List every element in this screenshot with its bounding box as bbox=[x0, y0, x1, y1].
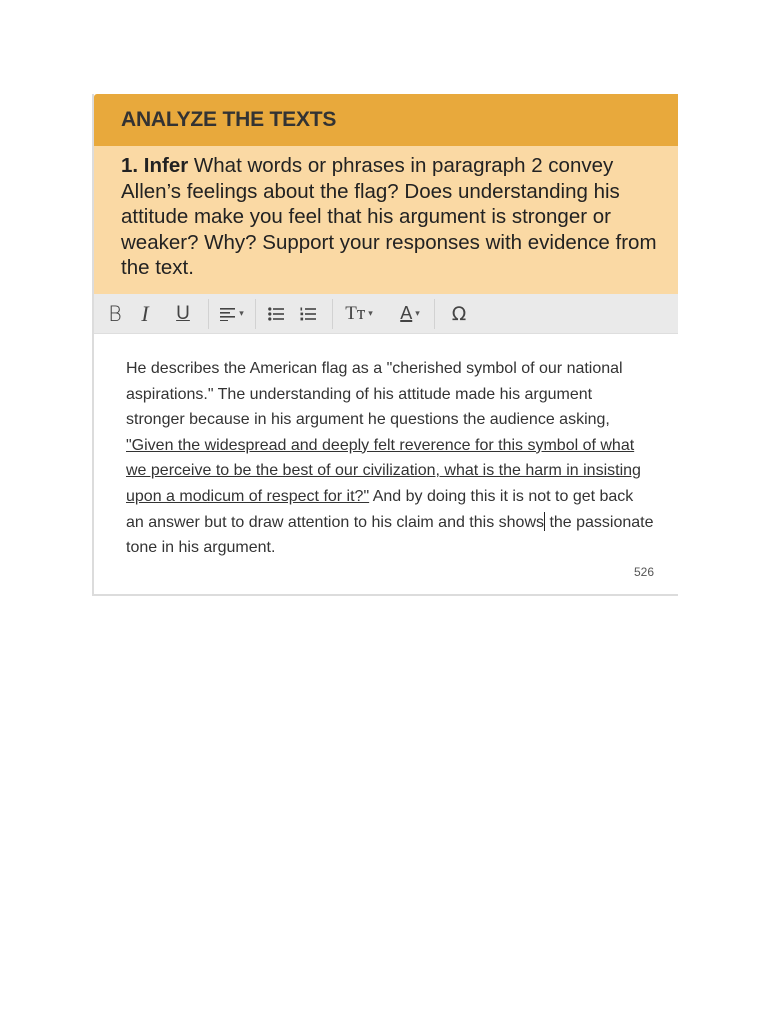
bulleted-list-icon bbox=[268, 307, 284, 321]
section-title: ANALYZE THE TEXTS bbox=[121, 108, 337, 131]
response-text: He describes the American flag as a "cherished symbol of our national aspirations." The understanding of his attitude made his argument stronger because in his argument he questions the audience asking, bbox=[126, 360, 623, 429]
toolbar-divider bbox=[434, 299, 435, 329]
align-dropdown[interactable] bbox=[215, 298, 249, 330]
toolbar-divider bbox=[208, 299, 209, 329]
response-editor[interactable] bbox=[94, 334, 678, 596]
response-text: the passionate tone in his argument. bbox=[126, 513, 654, 557]
chevron-down-icon: ▾ bbox=[239, 308, 244, 318]
toolbar-divider bbox=[332, 299, 333, 329]
bold-button[interactable] bbox=[104, 298, 126, 330]
question-number: 1. Infer bbox=[121, 154, 189, 177]
response-quote: "Given the widespread and deeply felt reverence for this symbol of what we perceive to be the best of our civilization, what is the harm in insisting upon a modicum of respect for it?" bbox=[126, 436, 641, 505]
bulleted-list-button[interactable] bbox=[262, 298, 290, 330]
underline-button[interactable] bbox=[164, 298, 202, 330]
question-text: What words or phrases in paragraph 2 convey Allen’s feelings about the flag? Does understanding his attitude make you feel that his argument is stronger or weaker? Why? Support your responses with evidence from the text. bbox=[121, 154, 657, 279]
editor-toolbar bbox=[94, 294, 678, 334]
chevron-down-icon: ▾ bbox=[415, 308, 420, 318]
toolbar-divider bbox=[255, 299, 256, 329]
italic-button[interactable] bbox=[126, 298, 164, 330]
special-character-button[interactable] bbox=[441, 298, 477, 330]
font-color-dropdown[interactable] bbox=[392, 298, 428, 330]
section-header bbox=[94, 94, 678, 146]
numbered-list-icon bbox=[300, 307, 316, 321]
text-size-dropdown[interactable] bbox=[339, 298, 379, 330]
response-text: And by doing this it is not to get back an answer but to draw attention to his claim and this shows bbox=[126, 487, 634, 531]
numbered-list-button[interactable] bbox=[290, 298, 326, 330]
omega-icon: Ω bbox=[451, 302, 467, 325]
word-count: 526 bbox=[633, 565, 654, 579]
font-color-icon: A bbox=[400, 303, 413, 323]
italic-icon: I bbox=[141, 300, 149, 326]
underline-icon: U bbox=[176, 302, 190, 324]
toolbar-spacer bbox=[385, 299, 386, 329]
response-card bbox=[92, 94, 678, 596]
align-left-icon bbox=[220, 307, 236, 321]
question-prompt bbox=[94, 146, 678, 294]
chevron-down-icon: ▾ bbox=[368, 308, 373, 318]
bold-icon: B bbox=[108, 301, 122, 326]
text-size-icon: Tт bbox=[345, 302, 366, 324]
